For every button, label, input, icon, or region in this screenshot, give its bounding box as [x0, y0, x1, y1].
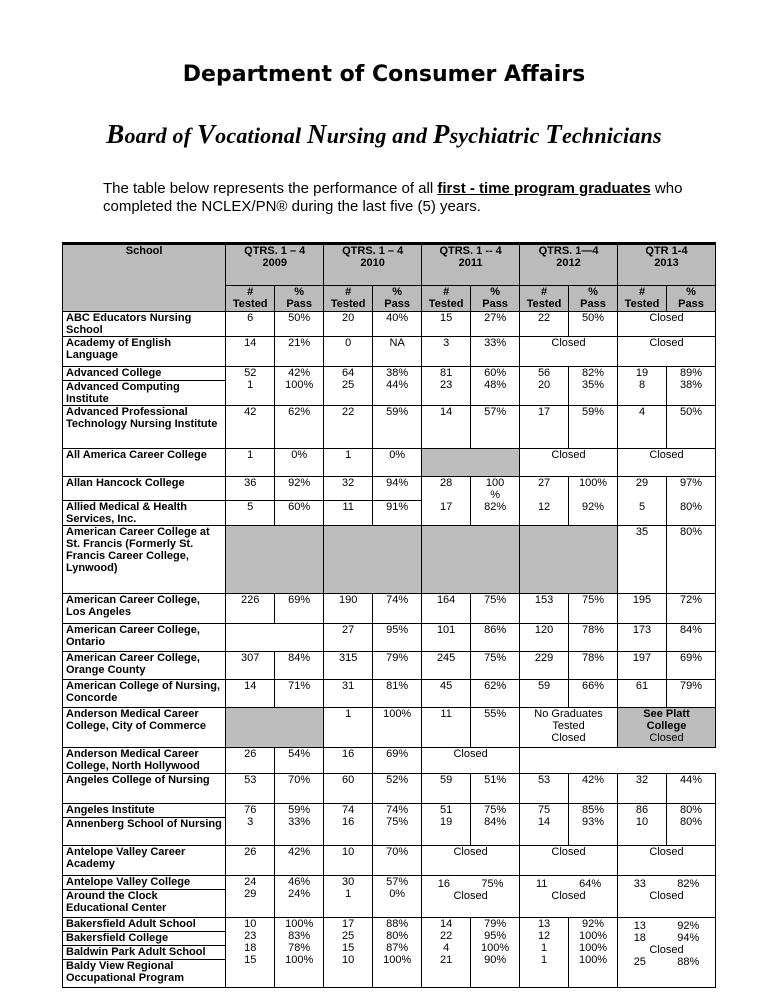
empty-cell: [520, 526, 618, 594]
table-cell: 70%: [275, 774, 324, 804]
subtitle-part-n: ursing and: [326, 123, 433, 148]
table-cell: 315: [324, 652, 373, 680]
table-row: [63, 594, 716, 624]
table-cell: 190: [324, 594, 373, 624]
stacked-values: [618, 932, 715, 944]
table-cell: 60% 48%: [471, 367, 520, 406]
status-closed: Closed: [649, 890, 684, 902]
tested-value: 18: [633, 932, 646, 944]
table-cell: 55%: [471, 708, 520, 748]
col-header-tested-symbol: #: [443, 286, 450, 298]
school-column-header: School: [63, 244, 226, 312]
table-cell: 75% 84%: [471, 804, 520, 846]
stacked-values: [618, 956, 715, 968]
table-cell: 59%: [569, 406, 618, 449]
status-closed: Closed: [520, 846, 618, 876]
table-cell: 24 29: [226, 876, 275, 918]
table-cell: 29 5: [618, 477, 667, 526]
table-cell: 10 23 18 15: [226, 918, 275, 988]
school-name: American Career College, Orange County: [63, 652, 226, 680]
school-name: Angeles Institute: [63, 804, 226, 818]
table-row: [63, 748, 716, 774]
table-cell: 52 1: [226, 367, 275, 406]
subtitle-cap-t: T: [545, 119, 562, 149]
school-name: Anderson Medical Career College, North Hollywood: [63, 748, 226, 774]
table-cell: 44%: [666, 774, 715, 804]
table-row: [63, 708, 716, 748]
empty-cell: [226, 526, 324, 594]
col-header-pass-symbol: %: [588, 286, 598, 298]
table-row: [63, 918, 716, 932]
table-cell: 35: [618, 526, 667, 594]
table-cell: 245: [422, 652, 471, 680]
col-header-pass-symbol: %: [392, 286, 403, 298]
table-cell: 36: [226, 477, 275, 501]
table-row: [63, 680, 716, 708]
table-cell: 60%: [275, 501, 324, 526]
table-row: [63, 652, 716, 680]
table-cell: 32: [618, 774, 667, 804]
table-cell: 59% 33%: [275, 804, 324, 846]
table-cell: 78%: [569, 652, 618, 680]
table-cell: 101: [422, 624, 471, 652]
see-platt-note: See Platt: [643, 708, 690, 720]
school-name: Advanced College: [63, 367, 226, 381]
table-cell: 30 1: [324, 876, 373, 918]
table-cell: 69%: [275, 594, 324, 624]
school-name: Bakersfield College: [63, 932, 226, 946]
year-header-2011-line1: QTRS. 1 -- 4: [439, 245, 502, 257]
table-cell: 84%: [666, 624, 715, 652]
table-cell: 1: [226, 449, 275, 477]
col-header-tested: [618, 286, 667, 312]
table-cell: 75%: [471, 652, 520, 680]
status-closed: Closed: [520, 449, 618, 477]
school-name: Bakersfield Adult School: [63, 918, 226, 932]
table-cell: 33%: [471, 337, 520, 367]
status-closed: Closed: [649, 732, 684, 744]
table-cell: 74 16: [324, 804, 373, 846]
empty-cell: [226, 624, 324, 652]
status-closed: Closed: [618, 312, 716, 337]
table-cell: 57%: [471, 406, 520, 449]
subtitle-part-p: sychiatric: [449, 123, 546, 148]
table-cell: 22: [324, 406, 373, 449]
table-row: [63, 624, 716, 652]
table-cell: 80% 80%: [666, 804, 715, 846]
table-cell: 51%: [471, 774, 520, 804]
table-cell: 53: [226, 774, 275, 804]
col-header-tested-symbol: #: [247, 286, 254, 298]
subtitle-cap-b: B: [106, 119, 125, 149]
table-cell: 17 25 15 10: [324, 918, 373, 988]
pass-value: 92%: [677, 920, 700, 932]
col-header-tested-label: Tested: [526, 298, 562, 310]
table-cell: 21%: [275, 337, 324, 367]
status-closed: Closed: [520, 337, 618, 367]
status-closed: Closed: [422, 748, 520, 774]
table-cell: 1: [324, 449, 373, 477]
table-cell: 70%: [373, 846, 422, 876]
table-cell: 42%: [569, 774, 618, 804]
school-name: Around the Clock Educational Center: [63, 890, 226, 918]
table-row: [63, 337, 716, 367]
year-header-2010: [324, 244, 422, 286]
col-header-pass-label: Pass: [384, 298, 410, 310]
stacked-values: [422, 878, 519, 890]
table-cell: 75 14: [520, 804, 569, 846]
subtitle-part-v: ocational: [215, 123, 307, 148]
school-name: Baldwin Park Adult School: [63, 946, 226, 960]
col-header-pass-label: Pass: [286, 298, 313, 310]
pass-value: 75%: [481, 878, 504, 890]
pass-value: 64%: [579, 878, 602, 890]
table-cell: 52%: [373, 774, 422, 804]
school-name: American College of Nursing, Concorde: [63, 680, 226, 708]
table-cell: 26: [226, 846, 275, 876]
table-cell: 50%: [666, 406, 715, 449]
year-header-2011: [422, 244, 520, 286]
table-cell: 100 % 82%: [471, 477, 520, 526]
intro-text-after: who completed the NCLEX/PN® during the last five (5) years.: [103, 180, 683, 215]
table-cell: 27 12: [520, 477, 569, 526]
table-row: [63, 804, 716, 818]
status-closed: Closed: [453, 890, 488, 902]
table-cell: 57% 0%: [373, 876, 422, 918]
table-cell: 97% 80%: [666, 477, 715, 526]
table-cell: 14 22 4 21: [422, 918, 471, 988]
table-cell: 20: [324, 312, 373, 337]
table-cell: 100% 92%: [569, 477, 618, 526]
status-note: [618, 708, 716, 748]
status-closed: Closed: [649, 944, 684, 956]
school-name: Advanced Professional Technology Nursing Institute: [63, 406, 226, 449]
table-cell: 69%: [373, 748, 422, 774]
table-cell: 80%: [666, 526, 715, 594]
school-name: Baldy View Regional Occupational Program: [63, 960, 226, 988]
table-cell: 3: [422, 337, 471, 367]
col-header-tested: [324, 286, 373, 312]
table-cell: 51 19: [422, 804, 471, 846]
table-cell: 50%: [569, 312, 618, 337]
table-cell: 53: [520, 774, 569, 804]
pass-value: 88%: [677, 956, 700, 968]
school-name: Anderson Medical Career College, City of Commerce: [63, 708, 226, 748]
tested-value: 33: [633, 878, 646, 890]
table-cell: 14: [422, 406, 471, 449]
intro-text-before: The table below represents the performance of all: [103, 180, 438, 197]
stacked-values: [618, 878, 715, 890]
col-header-tested: [520, 286, 569, 312]
year-header-2009: [226, 244, 324, 286]
year-header-2010-line1: QTRS. 1 – 4: [342, 245, 404, 257]
stacked-cell: [618, 876, 716, 918]
table-cell: 195: [618, 594, 667, 624]
col-header-pass: [373, 286, 422, 312]
table-cell: 26: [226, 748, 275, 774]
table-cell: 92% 100% 100% 100%: [569, 918, 618, 988]
status-closed: Closed: [618, 337, 716, 367]
col-header-pass-label: Pass: [580, 298, 606, 310]
table-cell: 38% 44%: [373, 367, 422, 406]
table-cell: 71%: [275, 680, 324, 708]
table-cell: 81 23: [422, 367, 471, 406]
table-cell: 66%: [569, 680, 618, 708]
empty-cell: [226, 708, 324, 748]
table-row: [63, 367, 716, 381]
table-cell: 92%: [275, 477, 324, 501]
school-name: Angeles College of Nursing: [63, 774, 226, 804]
table-cell: 46% 24%: [275, 876, 324, 918]
status-closed: Closed: [422, 846, 520, 876]
school-name: Antelope Valley Career Academy: [63, 846, 226, 876]
table-cell: 27: [324, 624, 373, 652]
year-header-2009-line1: QTRS. 1 – 4: [244, 245, 306, 257]
school-name: Academy of English Language: [63, 337, 226, 367]
table-cell: 60: [324, 774, 373, 804]
pass-value: 94%: [677, 932, 700, 944]
table-cell: 15: [422, 312, 471, 337]
subtitle-part-b: oard of: [124, 123, 197, 148]
school-name: Allied Medical & Health Services, Inc.: [63, 501, 226, 526]
table-cell: 72%: [666, 594, 715, 624]
table-cell: 14: [226, 337, 275, 367]
school-name: American Career College, Ontario: [63, 624, 226, 652]
table-cell: 22: [520, 312, 569, 337]
year-header-2012: [520, 244, 618, 286]
table-cell: 16: [324, 748, 373, 774]
col-header-pass: [569, 286, 618, 312]
table-row: [63, 406, 716, 449]
table-cell: 86 10: [618, 804, 667, 846]
col-header-tested-label: Tested: [428, 298, 464, 310]
table-cell: 95%: [373, 624, 422, 652]
table-cell: 19 8: [618, 367, 667, 406]
table-cell: 79%: [373, 652, 422, 680]
table-row: [63, 876, 716, 890]
table-cell: 173: [618, 624, 667, 652]
table-cell: 11: [422, 708, 471, 748]
status-note: No Graduates Tested Closed: [520, 708, 618, 748]
table-cell: 42: [226, 406, 275, 449]
col-header-pass-label: Pass: [678, 298, 704, 310]
table-cell: 42%: [275, 846, 324, 876]
empty-cell: [422, 449, 520, 477]
tested-value: 11: [535, 878, 548, 890]
table-cell: 76 3: [226, 804, 275, 846]
table-cell: 0%: [373, 449, 422, 477]
table-cell: 40%: [373, 312, 422, 337]
year-header-2013-line1: QTR 1-4: [645, 245, 688, 257]
school-name: Allan Hancock College: [63, 477, 226, 501]
table-cell: 100% 83% 78% 100%: [275, 918, 324, 988]
table-cell: 17: [520, 406, 569, 449]
col-header-pass-label: Pass: [482, 298, 508, 310]
col-header-tested-symbol: #: [541, 286, 548, 298]
table-cell: 1: [324, 708, 373, 748]
page-subtitle: [0, 119, 768, 150]
table-cell: 75%: [471, 594, 520, 624]
table-cell: 10: [324, 846, 373, 876]
table-cell: 59%: [373, 406, 422, 449]
col-header-tested-label: Tested: [232, 298, 268, 310]
stacked-cell: [520, 876, 618, 918]
col-header-tested-symbol: #: [638, 286, 646, 298]
table-cell: 45: [422, 680, 471, 708]
col-header-tested-symbol: #: [345, 286, 352, 298]
status-closed: Closed: [618, 449, 716, 477]
table-cell: 164: [422, 594, 471, 624]
table-cell: 88% 80% 87% 100%: [373, 918, 422, 988]
table-cell: 94%: [373, 477, 422, 501]
table-cell: 89% 38%: [666, 367, 715, 406]
school-name: American Career College at St. Francis (Formerly St. Francis Career College, Lynwood): [63, 526, 226, 594]
table-cell: 11: [324, 501, 373, 526]
table-row: [63, 774, 716, 804]
col-header-tested: [226, 286, 275, 312]
tested-value: 13: [633, 920, 646, 932]
table-cell: 78%: [569, 624, 618, 652]
table-cell: 13 12 1 1: [520, 918, 569, 988]
table-cell: 86%: [471, 624, 520, 652]
table-cell: 62%: [471, 680, 520, 708]
stacked-cell: [422, 876, 520, 918]
table-cell: 79%: [666, 680, 715, 708]
stacked-values: [618, 920, 715, 932]
school-name: ABC Educators Nursing School: [63, 312, 226, 337]
subtitle-part-t: echnicians: [561, 123, 662, 148]
status-closed: Closed: [551, 890, 586, 902]
table-cell: 54%: [275, 748, 324, 774]
col-header-pass: [666, 286, 715, 312]
col-header-pass-symbol: %: [490, 286, 500, 298]
intro-paragraph: [103, 180, 703, 216]
col-header-tested-label: Tested: [624, 298, 660, 310]
table-row: [63, 312, 716, 337]
table-row: [63, 846, 716, 876]
subtitle-cap-n: N: [307, 119, 327, 149]
table-cell: 27%: [471, 312, 520, 337]
col-header-pass-symbol: %: [686, 286, 696, 298]
page-title: Department of Consumer Affairs: [182, 62, 586, 87]
table-cell: 91%: [373, 501, 422, 526]
table-cell: 75%: [569, 594, 618, 624]
year-header-2013-line2: 2013: [654, 257, 679, 269]
table-cell: 56 20: [520, 367, 569, 406]
table-row: [63, 449, 716, 477]
table-cell: 62%: [275, 406, 324, 449]
table-cell: 59: [422, 774, 471, 804]
table-cell: 100%: [373, 708, 422, 748]
empty-cell: [422, 526, 520, 594]
table-cell: 42% 100%: [275, 367, 324, 406]
year-header-2011-line2: 2011: [458, 257, 483, 269]
table-cell: 229: [520, 652, 569, 680]
school-name: Annenberg School of Nursing: [63, 818, 226, 846]
table-cell: 82% 35%: [569, 367, 618, 406]
table-cell: 61: [618, 680, 667, 708]
table-cell: 59: [520, 680, 569, 708]
see-platt-note: College: [646, 720, 687, 732]
table-cell: 74% 75%: [373, 804, 422, 846]
col-header-pass-symbol: %: [294, 286, 305, 298]
subtitle-cap-p: P: [432, 119, 450, 149]
year-header-2009-line2: 2009: [262, 257, 287, 269]
table-cell: 32: [324, 477, 373, 501]
table-cell: 79% 95% 100% 90%: [471, 918, 520, 988]
table-row: [63, 477, 716, 501]
table-cell: 120: [520, 624, 569, 652]
subtitle-cap-v: V: [196, 119, 216, 149]
results-body: [63, 312, 716, 988]
table-cell: NA: [373, 337, 422, 367]
table-cell: 4: [618, 406, 667, 449]
col-header-pass: [275, 286, 324, 312]
school-name: All America Career College: [63, 449, 226, 477]
table-row: [63, 526, 716, 594]
table-cell: 74%: [373, 594, 422, 624]
school-name: Advanced Computing Institute: [63, 381, 226, 406]
table-cell: 31: [324, 680, 373, 708]
col-header-pass: [471, 286, 520, 312]
year-header-2013: [618, 244, 716, 286]
table-cell: 14: [226, 680, 275, 708]
pass-value: 82%: [677, 878, 700, 890]
tested-value: 25: [633, 956, 646, 968]
table-cell: 28 17: [422, 477, 471, 526]
col-header-tested: [422, 286, 471, 312]
year-header-2010-line2: 2010: [360, 257, 385, 269]
table-cell: 307: [226, 652, 275, 680]
tested-value: 16: [437, 878, 451, 890]
table-cell: 84%: [275, 652, 324, 680]
table-cell: 197: [618, 652, 667, 680]
table-cell: 0: [324, 337, 373, 367]
table-cell: 69%: [666, 652, 715, 680]
school-name: American Career College, Los Angeles: [63, 594, 226, 624]
table-cell: 6: [226, 312, 275, 337]
table-cell: 5: [226, 501, 275, 526]
year-header-2012-line1: QTRS. 1—4: [538, 245, 599, 257]
status-closed: Closed: [618, 846, 716, 876]
col-header-tested-label: Tested: [330, 298, 366, 310]
stacked-values: [520, 878, 617, 890]
table-cell: 226: [226, 594, 275, 624]
table-cell: 50%: [275, 312, 324, 337]
table-cell: 85% 93%: [569, 804, 618, 846]
table-cell: 64 25: [324, 367, 373, 406]
school-name: Antelope Valley College: [63, 876, 226, 890]
table-cell: 0%: [275, 449, 324, 477]
table-cell: 153: [520, 594, 569, 624]
intro-emphasis: first - time program graduates: [437, 180, 651, 197]
empty-cell: [324, 526, 422, 594]
year-header-2012-line2: 2012: [556, 257, 581, 269]
table-cell: 81%: [373, 680, 422, 708]
nclex-results-table: [62, 242, 716, 988]
stacked-cell: [618, 918, 716, 988]
